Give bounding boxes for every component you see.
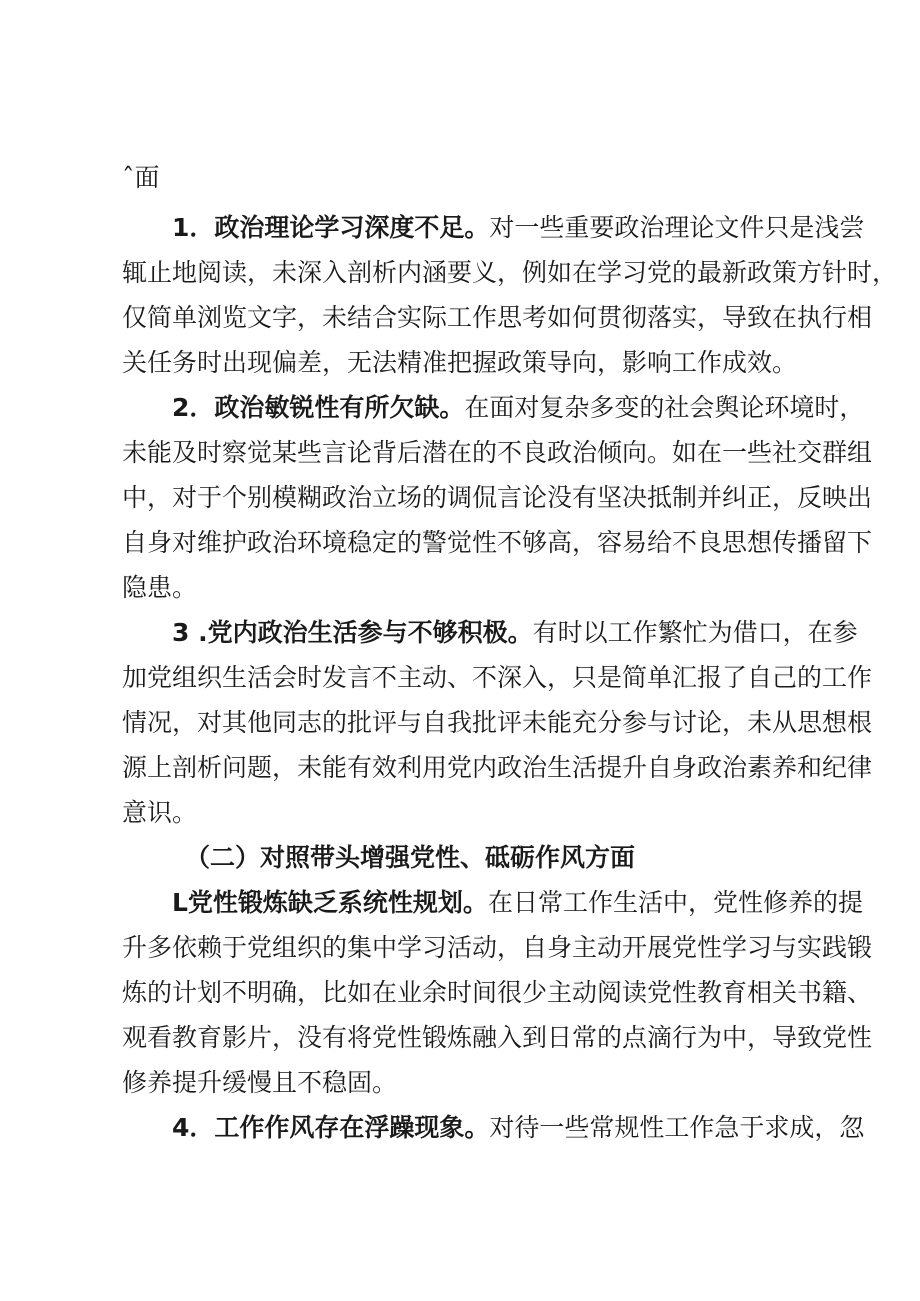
paragraph-4-line: 炼的计划不明确，比如在业余时间很少主动阅读党性教育相关书籍、 xyxy=(122,978,873,1007)
paragraph-2-line: 中，对于个别模糊政治立场的调侃言论没有坚决抵制并纠正，反映出 xyxy=(122,483,873,512)
paragraph-3-text: 有时以工作繁忙为借口，在参 xyxy=(532,618,858,647)
paragraph-3-first-line xyxy=(172,618,858,648)
paragraph-1-first-line xyxy=(172,213,864,243)
paragraph-2-text: 在面对复杂多变的社会舆论环境时， xyxy=(464,393,865,422)
paragraph-2-line: 隐患。 xyxy=(122,573,198,602)
page-fragment: ˆ面 xyxy=(122,163,160,192)
paragraph-3-line: 加党组织生活会时发言不主动、不深入，只是简单汇报了自己的工作 xyxy=(122,663,873,692)
paragraph-1-line: 辄止地阅读，未深入剖析内涵要义，例如在学习党的最新政策方针时， xyxy=(122,258,898,287)
paragraph-5-text: 对待一些常规性工作急于求成，忽 xyxy=(489,1113,865,1142)
paragraph-4-text: 在日常工作生活中，党性修养的提 xyxy=(487,888,863,917)
section-subtitle: （二）对照带头增强党性、砥砺作风方面 xyxy=(185,843,636,872)
paragraph-2-heading: 2．政治敏锐性有所欠缺。 xyxy=(172,393,465,422)
paragraph-4-first-line xyxy=(172,888,863,918)
paragraph-2-line: 自身对维护政治环境稳定的警觉性不够高，容易给不良思想传播留下 xyxy=(122,528,873,557)
paragraph-4-line: 观看教育影片，没有将党性锻炼融入到日常的点滴行为中，导致党性 xyxy=(122,1023,873,1052)
paragraph-3-line: 源上剖析问题，未能有效利用党内政治生活提升自身政治素养和纪律 xyxy=(122,753,873,782)
paragraph-4-line: 升多依赖于党组织的集中学习活动，自身主动开展党性学习与实践锻 xyxy=(122,933,873,962)
paragraph-5-heading: 4．工作作风存在浮躁现象。 xyxy=(172,1113,490,1142)
paragraph-4-heading: L党性锻炼缺乏系统性规划。 xyxy=(172,888,488,917)
paragraph-2-line: 未能及时察觉某些言论背后潜在的不良政治倾向。如在一些社交群组 xyxy=(122,438,873,467)
paragraph-5-first-line xyxy=(172,1113,864,1143)
paragraph-3-line: 意识。 xyxy=(122,798,198,827)
paragraph-3-heading: 3 .党内政治生活参与不够积极。 xyxy=(172,618,533,647)
paragraph-1-text: 对一些重要政治理论文件只是浅尝 xyxy=(489,213,865,242)
paragraph-1-heading: 1．政治理论学习深度不足。 xyxy=(172,213,490,242)
paragraph-1-line: 仅简单浏览文字，未结合实际工作思考如何贯彻落实，导致在执行相 xyxy=(122,303,873,332)
paragraph-3-line: 情况，对其他同志的批评与自我批评未能充分参与讨论，未从思想根 xyxy=(122,708,873,737)
paragraph-1-line: 关任务时出现偏差，无法精准把握政策导向，影响工作成效。 xyxy=(122,348,798,377)
paragraph-4-line: 修养提升缓慢且不稳固。 xyxy=(122,1068,398,1097)
paragraph-2-first-line xyxy=(172,393,864,423)
